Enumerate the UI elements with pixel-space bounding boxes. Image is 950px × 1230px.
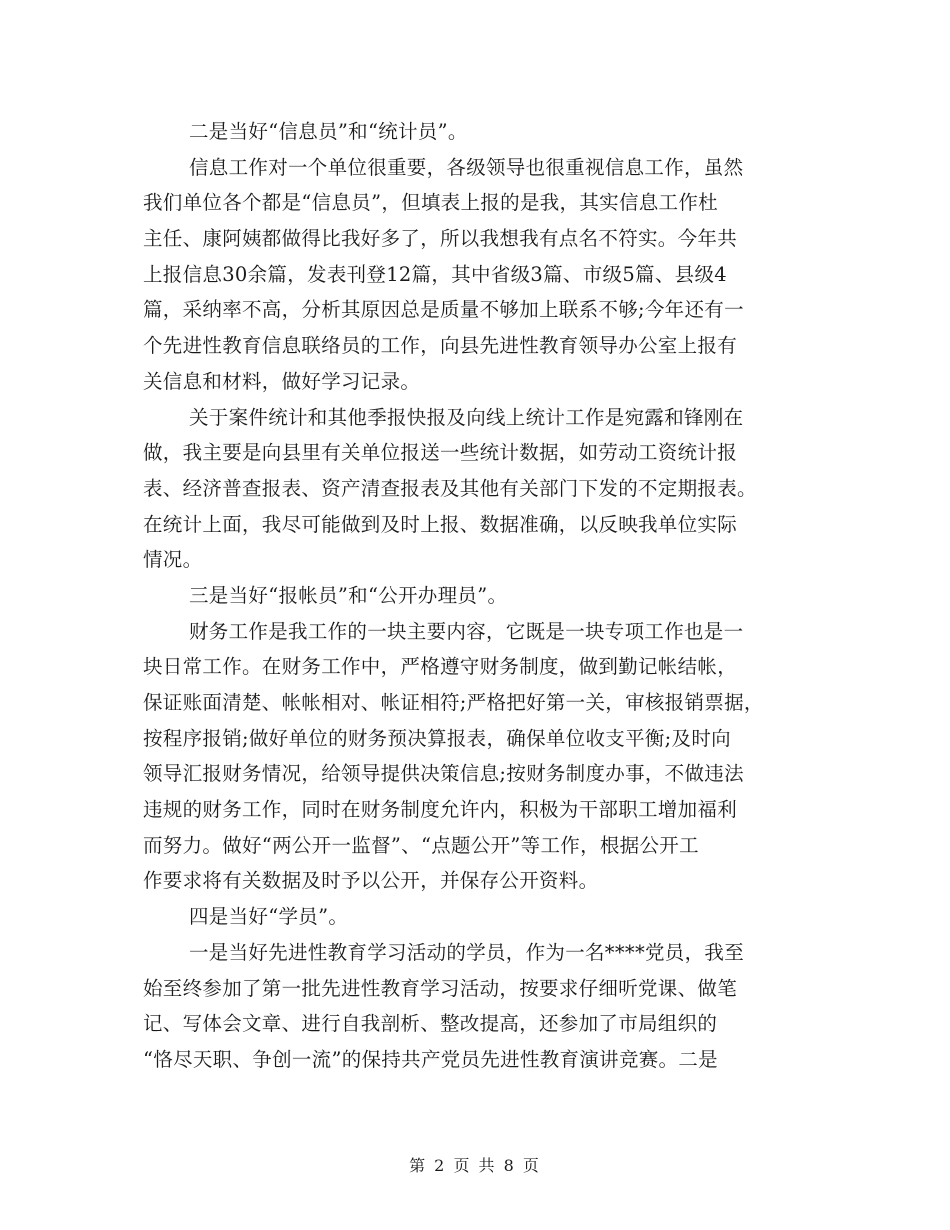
text-line bbox=[143, 542, 808, 578]
line-text: 个先进性教育信息联络员的工作，向县先进性教育领导办公室上报有 bbox=[143, 334, 738, 358]
line-text: 四是当好“学员”。 bbox=[189, 905, 349, 929]
text-line bbox=[143, 257, 808, 293]
line-text: 表、经济普查报表、资产清查报表及其他有关部门下发的不定期报表。 bbox=[143, 476, 757, 500]
line-text: 违规的财务工作，同时在财务制度允许内，积极为干部职工增加福利 bbox=[143, 798, 738, 822]
text-line bbox=[143, 649, 808, 685]
line-text: 做，我主要是向县里有关单位报送一些统计数据，如劳动工资统计报 bbox=[143, 441, 738, 465]
text-line bbox=[143, 507, 808, 543]
line-text: 始至终参加了第一批先进性教育学习活动，按要求仔细听党课、做笔 bbox=[143, 976, 738, 1000]
text-line bbox=[143, 364, 808, 400]
line-text: 一是当好先进性教育学习活动的学员，作为一名****党员，我至 bbox=[189, 940, 744, 964]
page-footer: 第 2 页 共 8 页 bbox=[409, 1156, 541, 1175]
text-line bbox=[143, 221, 808, 257]
text-line bbox=[143, 1006, 808, 1042]
line-text: 情况。 bbox=[143, 548, 203, 572]
line-text: 保证账面清楚、帐帐相对、帐证相符;严格把好第一关，审核报销票据， bbox=[143, 691, 764, 714]
line-text: 篇，采纳率不高，分析其原因总是质量不够加上联系不够;今年还有一 bbox=[143, 298, 744, 322]
text-line bbox=[143, 685, 808, 721]
text-line bbox=[143, 863, 808, 899]
line-text: 二是当好“信息员”和“统计员”。 bbox=[189, 120, 468, 143]
line-text: 领导汇报财务情况，给领导提供决策信息;按财务制度办事，不做违法 bbox=[143, 762, 744, 786]
line-text: 三是当好“报帐员”和“公开办理员”。 bbox=[189, 583, 508, 607]
text-line bbox=[143, 328, 808, 364]
line-text: 作要求将有关数据及时予以公开，并保存公开资料。 bbox=[143, 869, 599, 893]
text-line bbox=[143, 185, 808, 221]
line-text: 记、写体会文章、进行自我剖析、整改提高，还参加了市局组织的 bbox=[143, 1012, 718, 1036]
line-text: 信息工作对一个单位很重要，各级领导也很重视信息工作，虽然 bbox=[189, 155, 744, 179]
line-text: 块日常工作。在财务工作中，严格遵守财务制度，做到勤记帐结帐， bbox=[143, 655, 738, 679]
paragraph-start-line bbox=[143, 150, 808, 186]
line-text: 我们单位各个都是“信息员”，但填表上报的是我，其实信息工作杜 bbox=[143, 191, 718, 215]
line-text: 而努力。做好“两公开一监督”、“点题公开”等工作，根据公开工 bbox=[143, 833, 699, 857]
paragraph-start-line bbox=[143, 935, 808, 971]
paragraph-start-line bbox=[143, 578, 808, 614]
line-text: 在统计上面，我尽可能做到及时上报、数据准确，以反映我单位实际 bbox=[143, 512, 738, 536]
line-text: 按程序报销;做好单位的财务预决算报表，确保单位收支平衡;及时向 bbox=[143, 726, 731, 750]
line-text: 上报信息30余篇，发表刊登12篇，其中省级3篇、市级5篇、县级4 bbox=[143, 262, 727, 286]
text-line bbox=[143, 971, 808, 1007]
paragraph-start-line bbox=[143, 400, 808, 436]
paragraph-start-line bbox=[143, 899, 808, 935]
text-line bbox=[143, 721, 808, 757]
text-line bbox=[143, 1042, 808, 1078]
line-text: 财务工作是我工作的一块主要内容，它既是一块专项工作也是一 bbox=[189, 619, 744, 643]
text-line bbox=[143, 756, 808, 792]
document-body bbox=[143, 114, 808, 1078]
paragraph-start-line bbox=[143, 114, 808, 150]
text-line bbox=[143, 292, 808, 328]
text-line bbox=[143, 828, 808, 864]
line-text: 主任、康阿姨都做得比我好多了，所以我想我有点名不符实。今年共 bbox=[143, 227, 738, 251]
text-line bbox=[143, 471, 808, 507]
text-line bbox=[143, 435, 808, 471]
line-text: “恪尽天职、争创一流”的保持共产党员先进性教育演讲竞赛。二是 bbox=[143, 1047, 718, 1071]
line-text: 关信息和材料，做好学习记录。 bbox=[143, 369, 421, 393]
paragraph-start-line bbox=[143, 614, 808, 650]
text-line bbox=[143, 792, 808, 828]
line-text: 关于案件统计和其他季报快报及向线上统计工作是宛露和锋刚在 bbox=[189, 405, 744, 429]
